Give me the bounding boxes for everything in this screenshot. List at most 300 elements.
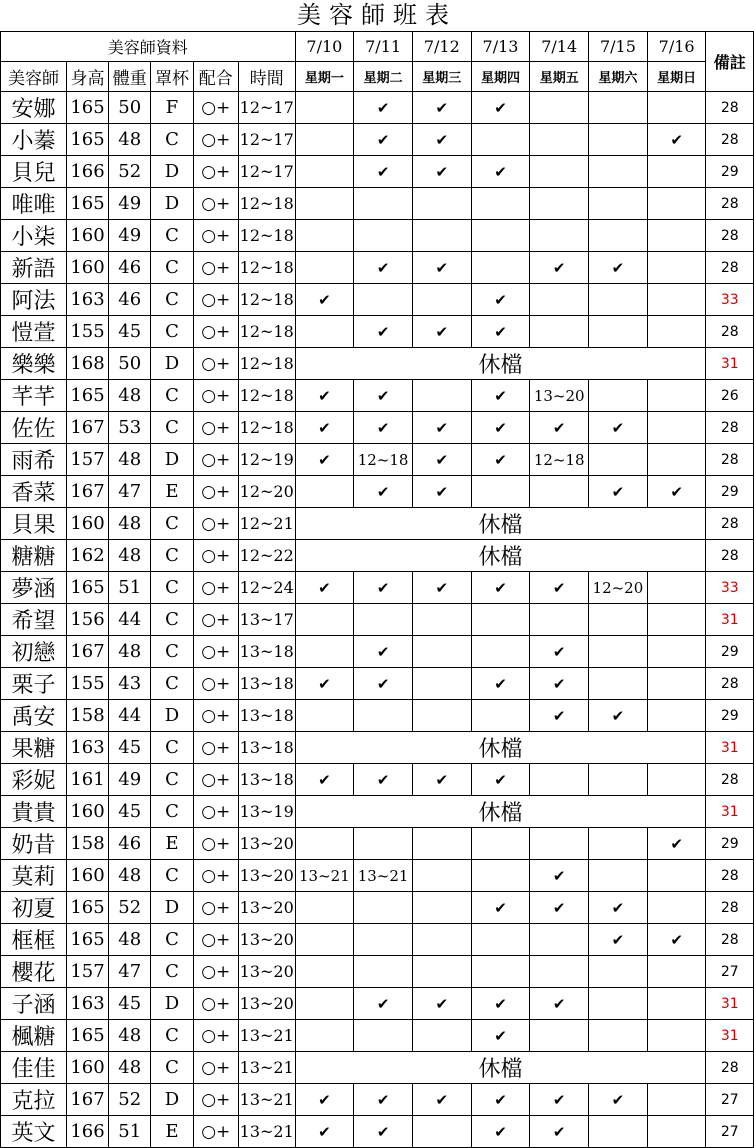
stylist-name: 小蓁: [1, 124, 67, 156]
pair-cell: ○+: [193, 1052, 238, 1084]
day-cell: [412, 924, 471, 956]
time-cell: 13~20: [238, 956, 295, 988]
stylist-name: 子涵: [1, 988, 67, 1020]
height-cell: 166: [66, 1116, 108, 1148]
check-icon: ✔: [354, 124, 413, 156]
weight-cell: 45: [109, 988, 151, 1020]
time-cell: 12~17: [238, 92, 295, 124]
day-cell: 13~20: [530, 380, 589, 412]
check-icon: ✔: [530, 892, 589, 924]
check-icon: ✔: [471, 764, 530, 796]
time-cell: 12~18: [238, 284, 295, 316]
pair-cell: ○+: [193, 220, 238, 252]
cup-cell: D: [151, 892, 193, 924]
check-icon: ✔: [295, 572, 354, 604]
cup-cell: C: [151, 124, 193, 156]
time-cell: 13~18: [238, 668, 295, 700]
weight-cell: 48: [109, 1052, 151, 1084]
pair-cell: ○+: [193, 572, 238, 604]
note-cell: 29: [706, 636, 754, 668]
check-icon: ✔: [530, 860, 589, 892]
height-cell: 163: [66, 284, 108, 316]
day-cell: [471, 700, 530, 732]
cup-cell: C: [151, 764, 193, 796]
height-cell: 168: [66, 348, 108, 380]
day-cell: [647, 92, 706, 124]
rest-label: 休檔: [295, 796, 706, 828]
day-cell: [295, 604, 354, 636]
table-row: [1, 156, 754, 188]
check-icon: ✔: [471, 316, 530, 348]
table-row: [1, 444, 754, 476]
day-cell: [530, 92, 589, 124]
stylist-name: 莫莉: [1, 860, 67, 892]
day-cell: [589, 380, 648, 412]
day-cell: [295, 92, 354, 124]
time-cell: 12~18: [238, 348, 295, 380]
cup-cell: C: [151, 284, 193, 316]
cup-cell: C: [151, 604, 193, 636]
check-icon: ✔: [471, 156, 530, 188]
day-cell: [412, 668, 471, 700]
pair-cell: ○+: [193, 796, 238, 828]
check-icon: ✔: [412, 572, 471, 604]
time-cell: 12~20: [238, 476, 295, 508]
check-icon: ✔: [295, 764, 354, 796]
check-icon: ✔: [530, 252, 589, 284]
day-cell: [295, 316, 354, 348]
table-row: [1, 124, 754, 156]
weight-cell: 49: [109, 764, 151, 796]
pair-cell: ○+: [193, 444, 238, 476]
day-cell: [589, 1116, 648, 1148]
table-row: [1, 764, 754, 796]
day-cell: [295, 124, 354, 156]
table-row: [1, 988, 754, 1020]
table-row: [1, 668, 754, 700]
day-cell: [295, 988, 354, 1020]
check-icon: ✔: [589, 892, 648, 924]
check-icon: ✔: [471, 892, 530, 924]
weight-cell: 51: [109, 1116, 151, 1148]
pair-cell: ○+: [193, 764, 238, 796]
stylist-name: 初夏: [1, 892, 67, 924]
check-icon: ✔: [354, 764, 413, 796]
pair-cell: ○+: [193, 1084, 238, 1116]
note-cell: 29: [706, 828, 754, 860]
schedule-body: [1, 92, 754, 1148]
height-cell: 157: [66, 444, 108, 476]
check-icon: ✔: [354, 156, 413, 188]
stylist-name: 糖糖: [1, 540, 67, 572]
note-cell: 31: [706, 1020, 754, 1052]
weight-cell: 49: [109, 220, 151, 252]
col-header-height: 身高: [66, 62, 108, 92]
weight-cell: 47: [109, 956, 151, 988]
note-cell: 31: [706, 796, 754, 828]
pair-cell: ○+: [193, 924, 238, 956]
stylist-name: 希望: [1, 604, 67, 636]
note-cell: 33: [706, 572, 754, 604]
weight-cell: 52: [109, 156, 151, 188]
col-header-pair: 配合: [193, 62, 238, 92]
cup-cell: C: [151, 380, 193, 412]
cup-cell: C: [151, 732, 193, 764]
stylist-name: 初戀: [1, 636, 67, 668]
day-cell: [471, 220, 530, 252]
table-row: [1, 604, 754, 636]
day-cell: [412, 1020, 471, 1052]
check-icon: ✔: [471, 1116, 530, 1148]
cup-cell: E: [151, 828, 193, 860]
cup-cell: C: [151, 412, 193, 444]
check-icon: ✔: [530, 636, 589, 668]
table-row: [1, 508, 754, 540]
day-cell: [354, 284, 413, 316]
stylist-name: 楓糖: [1, 1020, 67, 1052]
day-cell: [589, 284, 648, 316]
time-cell: 13~18: [238, 636, 295, 668]
height-cell: 167: [66, 476, 108, 508]
cup-cell: C: [151, 924, 193, 956]
day-cell: [295, 1020, 354, 1052]
check-icon: ✔: [471, 380, 530, 412]
note-cell: 28: [706, 188, 754, 220]
check-icon: ✔: [295, 1116, 354, 1148]
note-cell: 31: [706, 348, 754, 380]
check-icon: ✔: [471, 92, 530, 124]
pair-cell: ○+: [193, 476, 238, 508]
day-cell: [295, 700, 354, 732]
day-cell: [530, 476, 589, 508]
day-cell: [647, 764, 706, 796]
pair-cell: ○+: [193, 540, 238, 572]
weight-cell: 48: [109, 124, 151, 156]
note-header: 備註: [706, 32, 754, 92]
day-cell: [471, 636, 530, 668]
stylist-name: 框框: [1, 924, 67, 956]
check-icon: ✔: [589, 700, 648, 732]
day-cell: [647, 284, 706, 316]
table-row: [1, 828, 754, 860]
day-cell: [647, 188, 706, 220]
day-cell: [354, 924, 413, 956]
stylist-name: 貴貴: [1, 796, 67, 828]
day-cell: [354, 956, 413, 988]
day-cell: [295, 156, 354, 188]
day-cell: [412, 604, 471, 636]
check-icon: ✔: [471, 668, 530, 700]
check-icon: ✔: [354, 252, 413, 284]
check-icon: ✔: [412, 1084, 471, 1116]
pair-cell: ○+: [193, 348, 238, 380]
weight-cell: 48: [109, 636, 151, 668]
day-cell: [412, 892, 471, 924]
check-icon: ✔: [354, 668, 413, 700]
day-cell: [471, 956, 530, 988]
time-cell: 12~22: [238, 540, 295, 572]
note-cell: 28: [706, 508, 754, 540]
height-cell: 155: [66, 316, 108, 348]
time-cell: 12~21: [238, 508, 295, 540]
check-icon: ✔: [295, 668, 354, 700]
height-cell: 167: [66, 1084, 108, 1116]
day-cell: [647, 604, 706, 636]
table-row: [1, 1020, 754, 1052]
check-icon: ✔: [354, 316, 413, 348]
cup-cell: D: [151, 700, 193, 732]
weight-cell: 45: [109, 796, 151, 828]
date-header: 7/10: [295, 32, 354, 62]
date-header: 7/12: [412, 32, 471, 62]
page-title: 美容師班表: [297, 1, 457, 29]
rest-label: 休檔: [295, 1052, 706, 1084]
weight-cell: 52: [109, 892, 151, 924]
stylist-name: 彩妮: [1, 764, 67, 796]
cup-cell: C: [151, 252, 193, 284]
time-cell: 12~17: [238, 156, 295, 188]
cup-cell: C: [151, 796, 193, 828]
weight-cell: 46: [109, 284, 151, 316]
day-cell: [530, 764, 589, 796]
day-cell: [354, 188, 413, 220]
table-row: [1, 924, 754, 956]
weight-cell: 49: [109, 188, 151, 220]
cup-cell: D: [151, 188, 193, 220]
weight-cell: 53: [109, 412, 151, 444]
day-cell: [471, 252, 530, 284]
day-cell: [412, 860, 471, 892]
time-cell: 12~18: [238, 316, 295, 348]
day-cell: [589, 92, 648, 124]
time-cell: 12~24: [238, 572, 295, 604]
note-cell: 29: [706, 700, 754, 732]
day-cell: [647, 1020, 706, 1052]
stylist-name: 貝果: [1, 508, 67, 540]
day-cell: [589, 124, 648, 156]
check-icon: ✔: [530, 668, 589, 700]
check-icon: ✔: [589, 924, 648, 956]
cup-cell: D: [151, 444, 193, 476]
check-icon: ✔: [471, 1020, 530, 1052]
height-cell: 156: [66, 604, 108, 636]
table-row: [1, 380, 754, 412]
day-cell: [647, 1116, 706, 1148]
weight-cell: 50: [109, 92, 151, 124]
check-icon: ✔: [412, 764, 471, 796]
pair-cell: ○+: [193, 412, 238, 444]
table-row: [1, 348, 754, 380]
pair-cell: ○+: [193, 92, 238, 124]
time-cell: 13~20: [238, 860, 295, 892]
pair-cell: ○+: [193, 284, 238, 316]
height-cell: 165: [66, 572, 108, 604]
day-cell: [589, 604, 648, 636]
time-cell: 12~19: [238, 444, 295, 476]
day-cell: 12~20: [589, 572, 648, 604]
time-cell: 13~19: [238, 796, 295, 828]
day-cell: [530, 604, 589, 636]
day-cell: [471, 188, 530, 220]
stylist-name: 樂樂: [1, 348, 67, 380]
stylist-name: 禹安: [1, 700, 67, 732]
table-row: [1, 316, 754, 348]
height-cell: 160: [66, 860, 108, 892]
height-cell: 162: [66, 540, 108, 572]
pair-cell: ○+: [193, 732, 238, 764]
day-cell: [647, 380, 706, 412]
day-cell: [354, 220, 413, 252]
check-icon: ✔: [530, 700, 589, 732]
check-icon: ✔: [589, 1084, 648, 1116]
check-icon: ✔: [530, 988, 589, 1020]
day-cell: [295, 476, 354, 508]
day-cell: [647, 412, 706, 444]
day-cell: [295, 828, 354, 860]
cup-cell: C: [151, 1020, 193, 1052]
day-cell: [589, 668, 648, 700]
pair-cell: ○+: [193, 892, 238, 924]
weight-cell: 47: [109, 476, 151, 508]
day-cell: [530, 924, 589, 956]
stylist-name: 克拉: [1, 1084, 67, 1116]
day-cell: [354, 604, 413, 636]
table-row: [1, 860, 754, 892]
day-cell: 13~21: [354, 860, 413, 892]
note-cell: 28: [706, 540, 754, 572]
pair-cell: ○+: [193, 156, 238, 188]
day-cell: [589, 988, 648, 1020]
weight-cell: 46: [109, 252, 151, 284]
day-cell: [530, 220, 589, 252]
weight-cell: 48: [109, 1020, 151, 1052]
day-cell: [589, 860, 648, 892]
note-cell: 28: [706, 124, 754, 156]
height-cell: 155: [66, 668, 108, 700]
height-cell: 167: [66, 636, 108, 668]
stylist-name: 安娜: [1, 92, 67, 124]
day-cell: [647, 700, 706, 732]
time-cell: 13~21: [238, 1116, 295, 1148]
check-icon: ✔: [589, 252, 648, 284]
time-cell: 13~21: [238, 1052, 295, 1084]
stylist-name: 新語: [1, 252, 67, 284]
cup-cell: C: [151, 636, 193, 668]
check-icon: ✔: [354, 92, 413, 124]
day-cell: [530, 156, 589, 188]
rest-label: 休檔: [295, 732, 706, 764]
day-cell: [295, 188, 354, 220]
day-cell: [295, 636, 354, 668]
note-cell: 26: [706, 380, 754, 412]
check-icon: ✔: [354, 412, 413, 444]
cup-cell: D: [151, 156, 193, 188]
height-cell: 158: [66, 828, 108, 860]
day-cell: [589, 828, 648, 860]
table-row: [1, 796, 754, 828]
height-cell: 165: [66, 924, 108, 956]
day-cell: [647, 316, 706, 348]
table-row: [1, 284, 754, 316]
weight-cell: 43: [109, 668, 151, 700]
day-cell: [412, 636, 471, 668]
cup-cell: D: [151, 1084, 193, 1116]
day-cell: [354, 1020, 413, 1052]
check-icon: ✔: [647, 828, 706, 860]
note-cell: 28: [706, 1052, 754, 1084]
cup-cell: E: [151, 1116, 193, 1148]
header-row-columns: [1, 62, 754, 92]
check-icon: ✔: [412, 476, 471, 508]
note-cell: 28: [706, 764, 754, 796]
height-cell: 163: [66, 988, 108, 1020]
cup-cell: C: [151, 668, 193, 700]
weight-cell: 45: [109, 316, 151, 348]
pair-cell: ○+: [193, 668, 238, 700]
day-cell: [354, 828, 413, 860]
check-icon: ✔: [471, 284, 530, 316]
weekday-header: 星期三: [412, 62, 471, 92]
time-cell: 13~20: [238, 828, 295, 860]
stylist-name: 雨希: [1, 444, 67, 476]
day-cell: [647, 668, 706, 700]
stylist-name: 佳佳: [1, 1052, 67, 1084]
stylist-name: 奶昔: [1, 828, 67, 860]
pair-cell: ○+: [193, 956, 238, 988]
cup-cell: E: [151, 476, 193, 508]
height-cell: 158: [66, 700, 108, 732]
cup-cell: C: [151, 1052, 193, 1084]
day-cell: [354, 700, 413, 732]
day-cell: [412, 1116, 471, 1148]
day-cell: [412, 828, 471, 860]
time-cell: 12~18: [238, 380, 295, 412]
pair-cell: ○+: [193, 988, 238, 1020]
table-row: [1, 732, 754, 764]
weight-cell: 45: [109, 732, 151, 764]
stylist-name: 夢涵: [1, 572, 67, 604]
day-cell: 13~21: [295, 860, 354, 892]
day-cell: [295, 220, 354, 252]
check-icon: ✔: [412, 124, 471, 156]
cup-cell: C: [151, 220, 193, 252]
day-cell: [412, 956, 471, 988]
pair-cell: ○+: [193, 252, 238, 284]
day-cell: [412, 220, 471, 252]
note-cell: 29: [706, 156, 754, 188]
check-icon: ✔: [412, 252, 471, 284]
date-header: 7/14: [530, 32, 589, 62]
check-icon: ✔: [471, 572, 530, 604]
cup-cell: C: [151, 540, 193, 572]
day-cell: [471, 124, 530, 156]
check-icon: ✔: [530, 1084, 589, 1116]
weight-cell: 48: [109, 508, 151, 540]
rest-label: 休檔: [295, 540, 706, 572]
note-cell: 28: [706, 252, 754, 284]
check-icon: ✔: [471, 412, 530, 444]
note-cell: 28: [706, 924, 754, 956]
pair-cell: ○+: [193, 828, 238, 860]
time-cell: 13~18: [238, 700, 295, 732]
check-icon: ✔: [354, 1116, 413, 1148]
check-icon: ✔: [295, 412, 354, 444]
weight-cell: 48: [109, 860, 151, 892]
stylist-name: 貝兒: [1, 156, 67, 188]
time-cell: 13~20: [238, 924, 295, 956]
cup-cell: F: [151, 92, 193, 124]
day-cell: [589, 316, 648, 348]
